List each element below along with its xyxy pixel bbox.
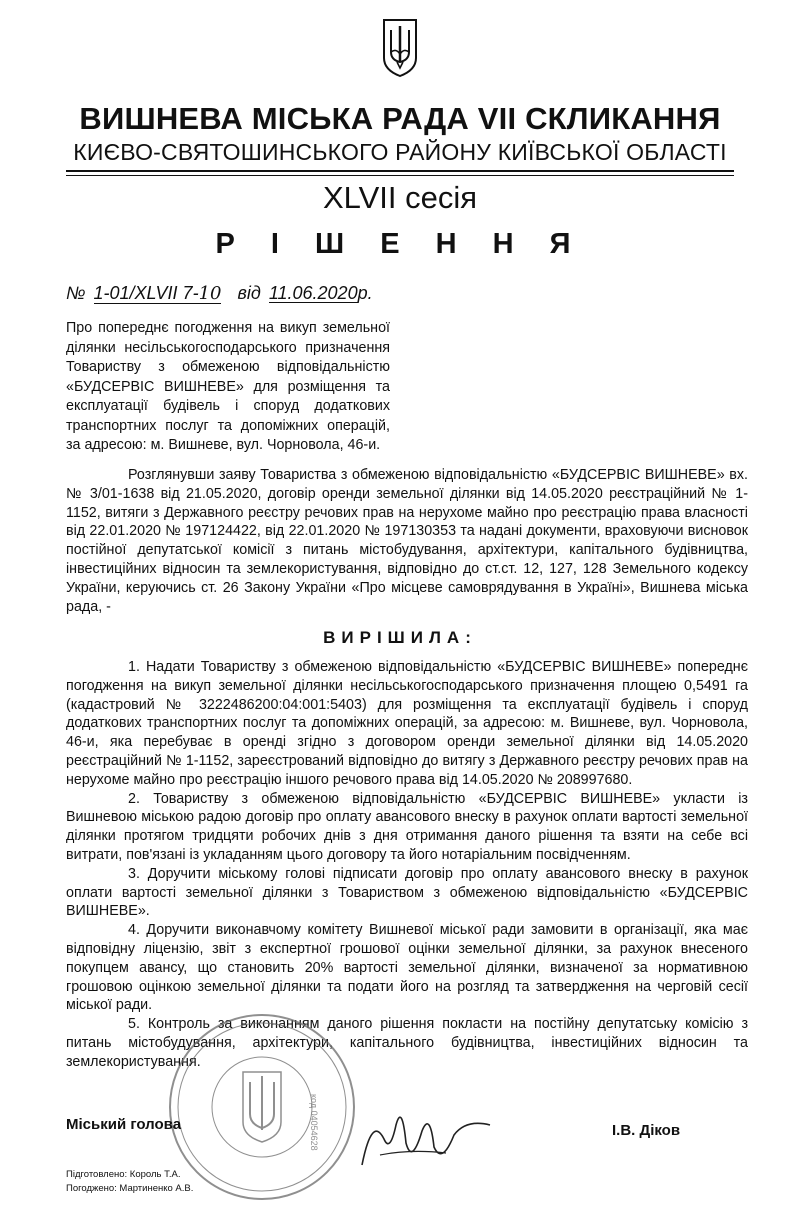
decision-item: 3. Доручити міському голові підписати договір про оплату авансового внеску в рахунок оплати вартості земельної ділянки з Товариством з обмеженою відповідальністю «БУДСЕРВІС ВИШНЕВЕ».: [66, 865, 748, 920]
document-type-title: Р І Ш Е Н Н Я: [215, 228, 585, 260]
preamble-text: Розглянувши заяву Товариства з обмеженою відповідальністю «БУДСЕРВІС ВИШНЕВЕ» вх.№ 3/01-1638 від 21.05.2020, договір оренди земельної ділянки від 14.05.2020 реєстраційний № 1-1152, витяги з Державного реєстру речових прав на нерухоме майно про реєстрацію права власності від 22.01.2020 № 197124422, від 22.01.2020 № 197130353 та надані документи, враховуючи висновок постійної депутатської комісії з питань містобудування, архітектури, капітального будівництва, інвестиційних відносин та землекористування, відповідно до ст.ст. 12, 127, 128 Земельного кодексу України, керуючись ст. 26 Закону України «Про місцеве самоврядування в Україні», Вишнева міська рада, -: [66, 467, 748, 615]
decided-heading: ВИРІШИЛА:: [323, 628, 477, 647]
council-title: ВИШНЕВА МІСЬКА РАДА VII СКЛИКАННЯ: [79, 101, 721, 136]
decision-item: 4. Доручити виконавчому комітету Вишневої міської ради замовити в організації, яка має відповідну ліцензію, звіт з експертної грошової оцінки земельної ділянки, за рахунок внесеного покупцем авансу, що становить 20% вартості земельної ділянки, визначеної за нормативною грошовою оцінкою земельної ділянки та подати його на розгляд та затвердження на черговій сесії міської ради.: [66, 922, 748, 1014]
subject-line: транспортних послуг та допоміжних операцій,: [66, 417, 390, 434]
prepared-by: Підготовлено: Король Т.А.: [66, 1169, 181, 1180]
subject-line: за адресою: м. Вишневе, вул. Чорновола, 46-и.: [66, 437, 381, 453]
header-rule-thin: [66, 175, 734, 176]
preparation-notes: [66, 1168, 193, 1196]
decision-item: 2. Товариству з обмеженою відповідальністю «БУДСЕРВІС ВИШНЕВЕ» укласти із Вишневою міською радою договір про оплату авансового внеску в рахунок оплати вартості земельної ділянки протягом тридцяти робочих днів з дня отримання даного рішення та взяти на себе всі витрати, пов'язані із укладанням цього договору та його нотаріальним посвідченням.: [66, 790, 748, 863]
decision-subject: [66, 319, 390, 456]
subject-line: «БУДСЕРВІС ВИШНЕВЕ» для розміщення та: [66, 378, 390, 395]
district-title: КИЄВО-СВЯТОШИНСЬКОГО РАЙОНУ КИЇВСЬКОЇ ОБЛАСТІ: [73, 139, 727, 165]
agreed-by: Погоджено: Мартиненко А.В.: [66, 1183, 194, 1194]
number-label: №: [66, 283, 86, 303]
preamble-paragraph: [66, 466, 748, 616]
ukraine-trident-icon: [380, 18, 420, 78]
handwritten-signature-icon: [350, 1095, 500, 1175]
decision-item: 5. Контроль за виконанням даного рішення покласти на постійну депутатську комісію з питань містобудування, архітектури, капітального будівництва, інвестиційних відносин та землекористування.: [66, 1016, 748, 1070]
decision-number-line: [66, 283, 373, 304]
decision-number-handwritten: 10: [198, 283, 222, 304]
decision-number-prefix: 1-01/XLVII 7-: [93, 283, 199, 303]
session-title: XLVII сесія: [322, 180, 478, 215]
year-suffix: р.: [357, 283, 373, 303]
subject-line: експлуатації будівель і споруд додаткових: [66, 398, 390, 414]
header-rule: [66, 170, 734, 172]
decision-date: 11.06.2020: [268, 283, 358, 303]
mayor-name: І.В. Діков: [612, 1122, 681, 1139]
decision-item: 1. Надати Товариству з обмеженою відповідальністю «БУДСЕРВІС ВИШНЕВЕ» попереднє погодження на викуп земельної ділянки несільськогосподарського призначення площею 0,5491 га (кадастровий № 3222486200:04:001:5403) для розміщення та експлуатації будівель і споруд додаткових транспортних послуг та допоміжних операцій, за адресою: м. Вишневе, вул. Чорновола, 46-и, яка перебуває в оренді згідно з договором оренди земельної ділянки від 14.05.2020 реєстраційний № 1-1152, зареєстрований відповідно до витягу з Державного реєстру речових прав на нерухоме майно про реєстрацію іншого речового права від 14.05.2020 № 208997680.: [66, 659, 748, 788]
subject-line: Товариству з обмеженою відповідальністю: [66, 359, 390, 375]
subject-line: Про попереднє погодження на викуп земельної: [66, 320, 390, 336]
decision-number: [94, 284, 222, 304]
seal-code: код 04054628: [309, 1094, 319, 1151]
date-label: від: [237, 283, 261, 303]
mayor-title: Міський голова: [66, 1116, 182, 1133]
subject-line: ділянки несільськогосподарського призначення: [66, 339, 390, 356]
official-round-seal-icon: [165, 1010, 360, 1205]
